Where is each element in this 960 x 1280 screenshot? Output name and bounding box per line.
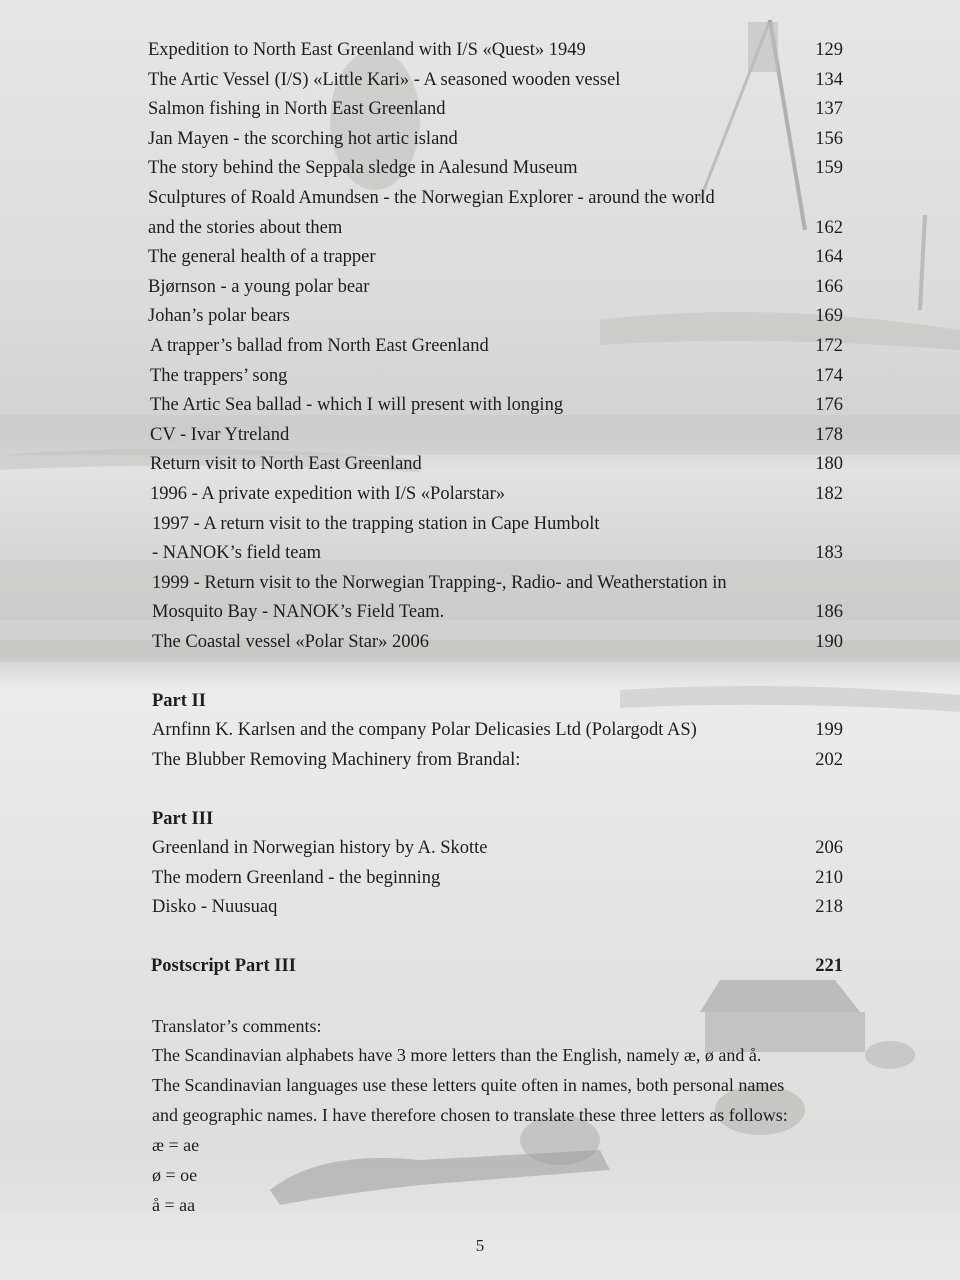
toc-entry [150,361,843,391]
toc-entry-title: The Blubber Removing Machinery from Brandal: [152,749,521,770]
toc-entry [148,35,843,65]
toc-entry-page: 159 [815,158,843,179]
toc-entry-page: 166 [815,276,843,297]
toc-entry-title: Expedition to North East Greenland with I/S «Quest» 1949 [148,40,586,60]
toc-entry-title: Jan Mayen - the scorching hot artic island [148,128,458,149]
toc-entry-title: A trapper’s ballad from North East Greenland [150,336,489,356]
toc-entry [148,124,843,154]
toc-entry-page: 164 [815,247,843,268]
toc-entry [148,242,843,272]
toc-entry-page: 182 [815,484,843,504]
toc-entry [152,863,843,893]
toc-entry [150,390,843,420]
toc-entry [148,213,843,243]
toc-entry [152,509,843,539]
toc-entry-page: 134 [815,69,843,90]
toc-entry [152,715,843,745]
toc-entry-title: 1997 - A return visit to the trapping station in Cape Humbolt [152,513,600,534]
toc-entry-title: Part II [152,691,206,711]
toc-entry [151,951,843,981]
toc-entry-title: 1999 - Return visit to the Norwegian Trapping-, Radio- and Weatherstation in [152,572,727,593]
toc-entry-page: 180 [815,454,843,475]
toc-entry-page: 199 [815,720,843,740]
toc-entry-page: 210 [815,867,843,888]
translator-line: and geographic names. I have therefore chosen to translate these three letters as follows: [152,1105,788,1125]
toc-entry-page: 137 [815,99,843,120]
toc-entry [148,153,843,183]
toc-entry-page: 129 [815,40,843,60]
toc-entry-title: Salmon fishing in North East Greenland [148,99,446,120]
toc-entry-title: Bjørnson - a young polar bear [148,276,370,297]
toc-entry [152,627,843,657]
toc-entry [152,833,843,863]
toc-entry [152,745,843,775]
toc-entry [148,301,843,331]
toc-entry-title: The general health of a trapper [148,247,376,268]
toc-entry-page: 176 [815,395,843,416]
translator-heading: Translator’s comments: [152,1016,322,1036]
toc-entry-title: Part III [152,809,214,829]
toc-entry [148,272,843,302]
toc-entry-title: Mosquito Bay - NANOK’s Field Team. [152,602,445,623]
toc-entry [150,449,843,479]
toc-entry-page: 156 [815,128,843,149]
toc-entry-title: CV - Ivar Ytreland [150,424,290,445]
toc-entry-title: Return visit to North East Greenland [150,454,422,475]
toc-entry [152,597,843,627]
toc-entry-title: Greenland in Norwegian history by A. Skotte [152,838,488,858]
toc-entry-title: The Artic Vessel (I/S) «Little Kari» - A seasoned wooden vessel [148,69,621,90]
translator-line: The Scandinavian alphabets have 3 more letters than the English, namely æ, ø and å. [152,1045,762,1065]
toc-entry-title: The Coastal vessel «Polar Star» 2006 [152,632,429,652]
toc-entry [152,568,843,598]
toc-entry [150,331,843,361]
toc-entry-page: 183 [815,543,843,564]
toc-entry [148,94,843,124]
translator-line: å = aa [152,1195,196,1215]
toc-entry [152,686,843,716]
toc-entry-title: The story behind the Seppala sledge in Aalesund Museum [148,158,578,179]
toc-entry-page: 174 [815,365,843,386]
page-number: 5 [475,1236,485,1255]
toc-entry-page: 202 [815,749,843,770]
toc-entry-title: 1996 - A private expedition with I/S «Polarstar» [150,484,506,504]
translator-line: ø = oe [152,1165,198,1185]
toc-entry-page: 172 [815,336,843,356]
toc-entry-title: The trappers’ song [150,365,288,386]
toc-entry-title: The Artic Sea ballad - which I will present with longing [150,395,564,416]
toc-entry [150,420,843,450]
toc-entry-page: 190 [815,632,843,652]
toc-entry-page: 186 [815,602,843,623]
toc-entry-title: The modern Greenland - the beginning [152,867,441,888]
toc-entry-title: Sculptures of Roald Amundsen - the Norwegian Explorer - around the world [148,188,715,208]
toc-entry-page: 178 [815,424,843,445]
toc-entry-page: 218 [815,897,843,918]
toc-entry [150,479,843,509]
toc-entry-page: 206 [815,838,843,858]
toc-entry [152,804,843,834]
toc-entry-title: - NANOK’s field team [152,543,322,564]
translator-line: The Scandinavian languages use these letters quite often in names, both personal names [152,1075,785,1095]
toc-entry-title: Arnfinn K. Karlsen and the company Polar Delicasies Ltd (Polargodt AS) [152,720,697,740]
toc-entry [148,65,843,95]
toc-entry-title: Johan’s polar bears [148,306,290,327]
toc-entry-page: 221 [815,956,843,976]
toc-entry [152,538,843,568]
toc-entry-title: Postscript Part III [151,956,296,976]
toc-entry [152,892,843,922]
toc-entry [148,183,843,213]
toc-entry-page: 162 [815,217,843,238]
toc-entry-title: Disko - Nuusuaq [152,897,278,918]
toc-entry-title: and the stories about them [148,217,343,238]
translator-line: æ = ae [152,1135,200,1155]
toc-entry-page: 169 [815,306,843,327]
